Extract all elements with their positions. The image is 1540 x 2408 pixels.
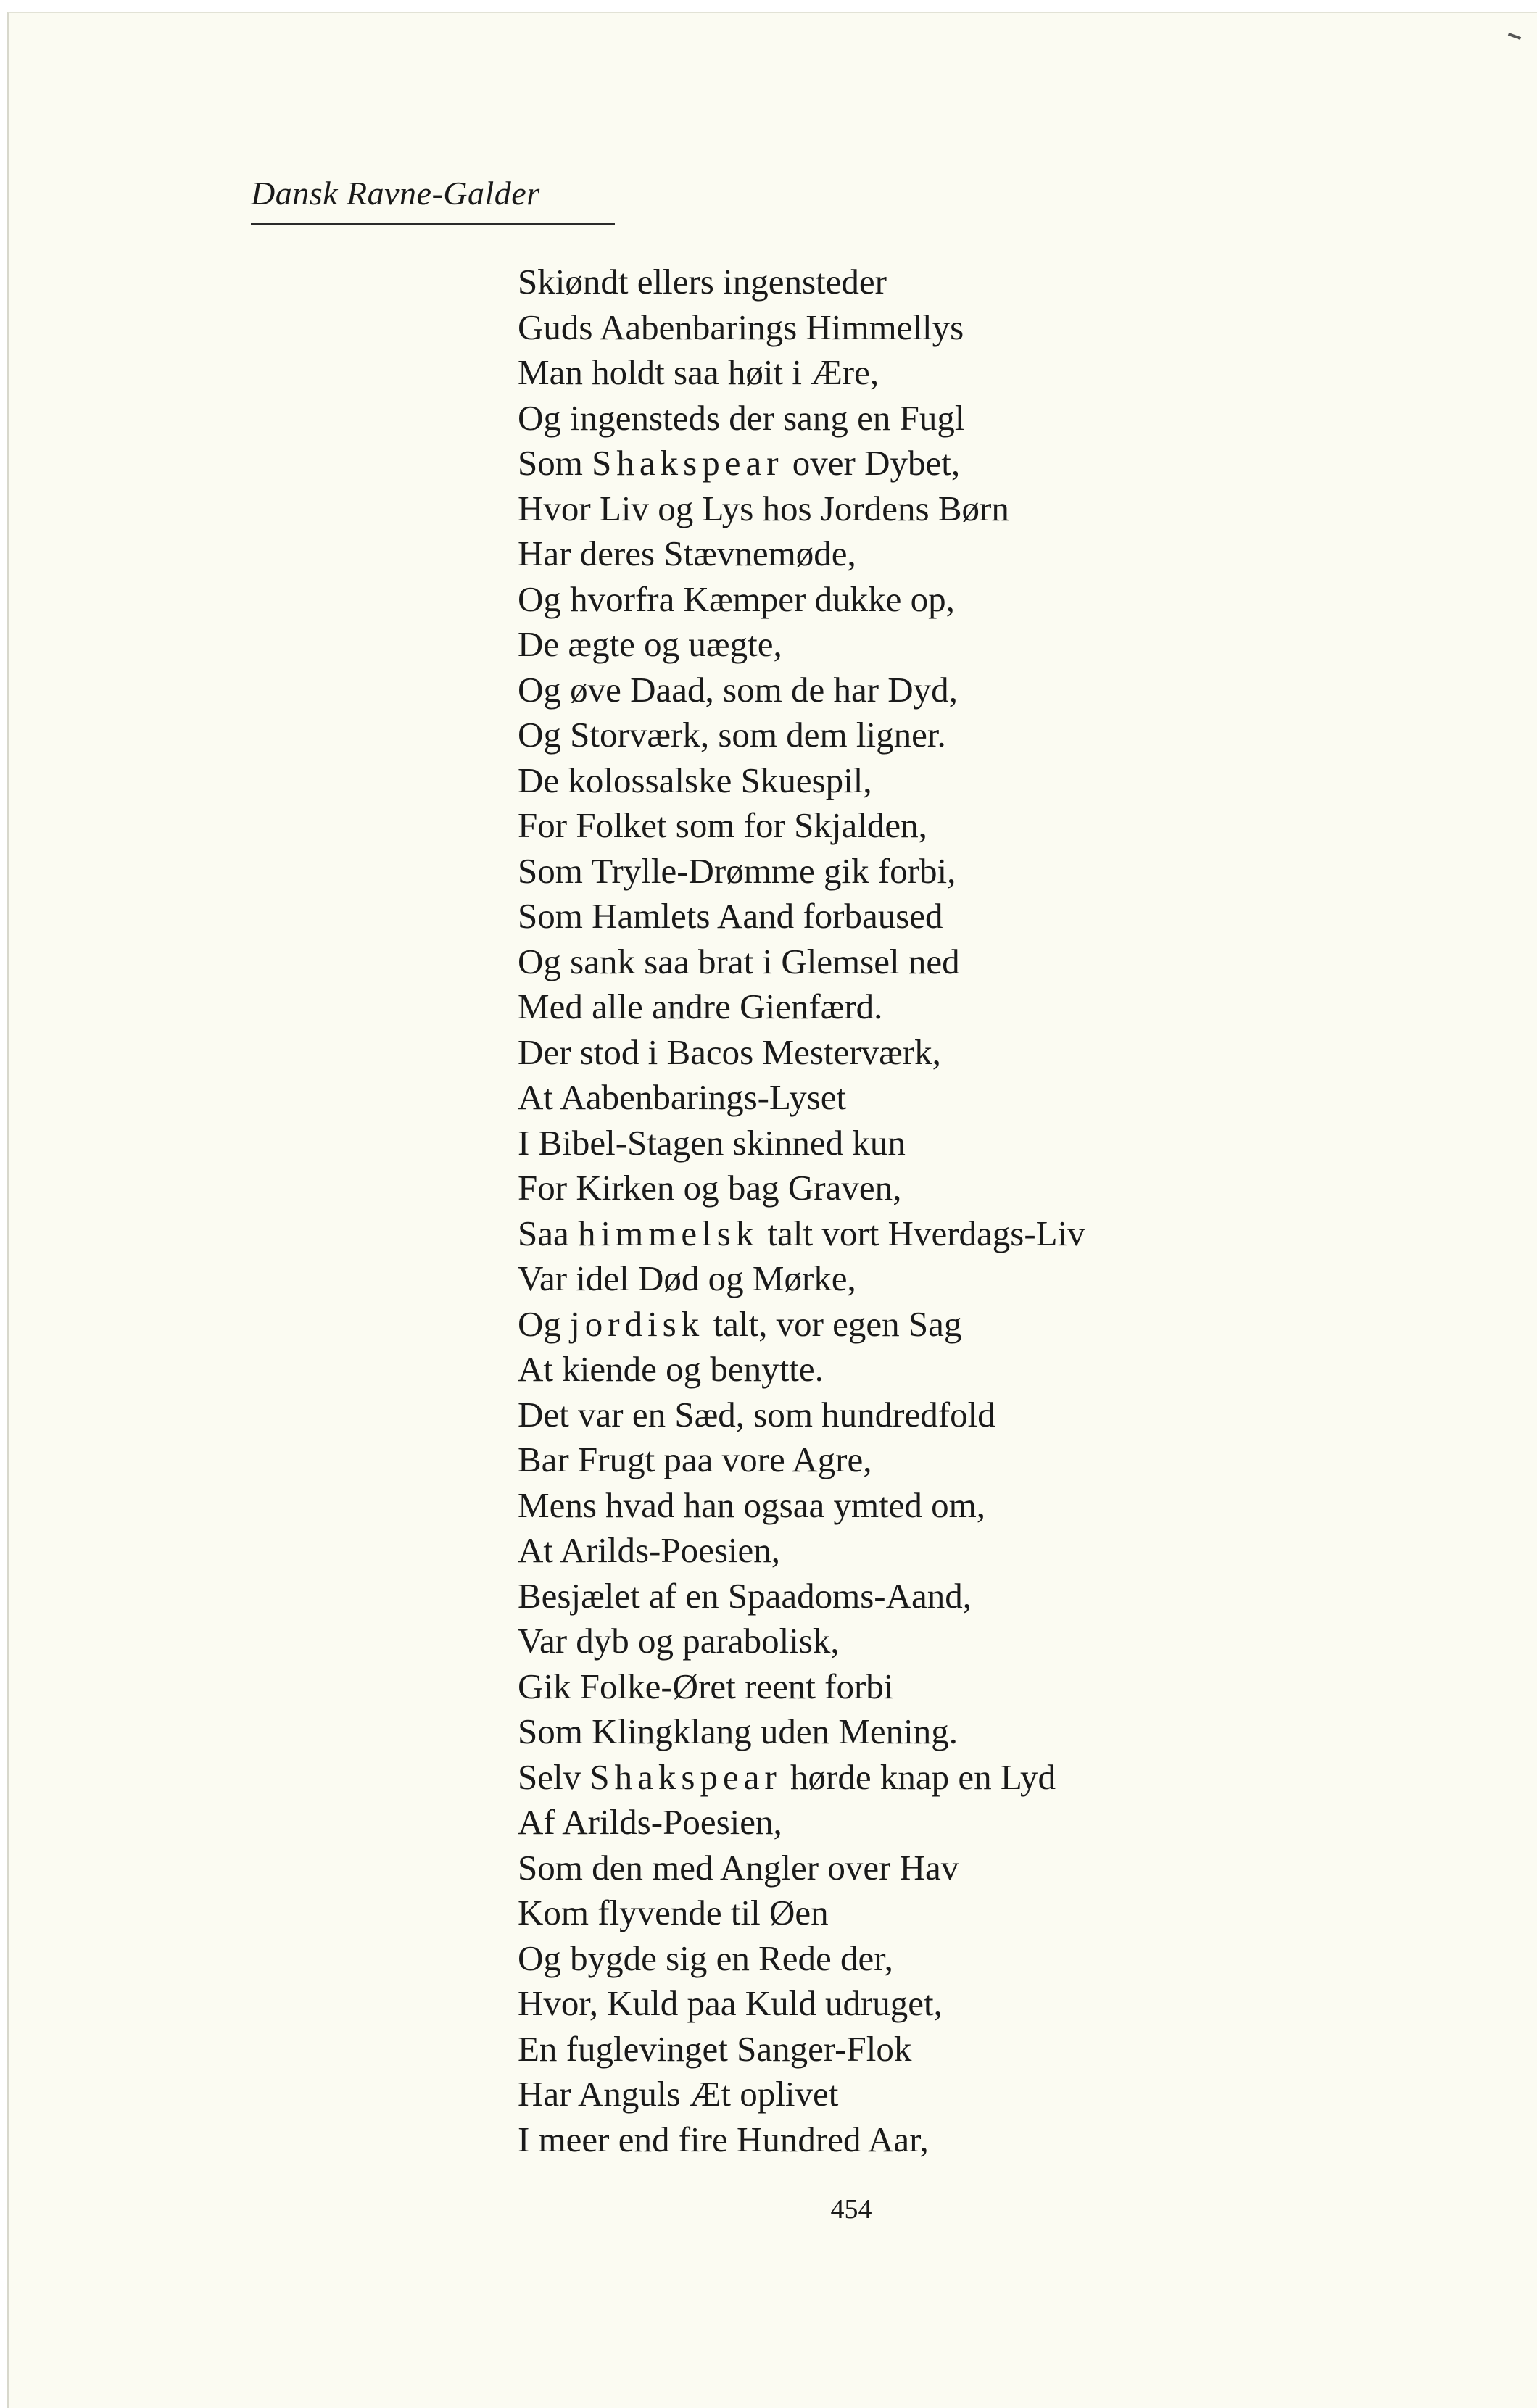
poem-line: Gik Folke-Øret reent forbi xyxy=(518,1666,894,1706)
poem-line: At Arilds-Poesien, xyxy=(518,1530,781,1570)
poem-line: Og hvorfra Kæmper dukke op, xyxy=(518,578,955,619)
poem-line: Og ingensteds der sang en Fugl xyxy=(518,397,965,438)
poem-line: Og jordisk talt, vor egen Sag xyxy=(518,1303,962,1344)
poem-line: Bar Frugt paa vore Agre, xyxy=(518,1440,872,1479)
poem-line: For Kirken og bag Graven, xyxy=(518,1168,902,1208)
poem-line: Har deres Stævnemøde, xyxy=(518,534,856,573)
spaced-emphasis: himmelsk xyxy=(578,1213,759,1253)
poem-line: Var idel Død og Mørke, xyxy=(518,1258,856,1298)
poem-line: Og sank saa brat i Glemsel ned xyxy=(518,941,960,981)
corner-mark xyxy=(1508,33,1521,40)
header-rule xyxy=(251,223,615,225)
poem-line: Og Storværk, som dem ligner. xyxy=(518,715,946,755)
poem-line: At Aabenbarings-Lyset xyxy=(518,1077,847,1117)
poem-line: Man holdt saa høit i Ære, xyxy=(518,352,879,392)
poem-line: Selv Shakspear hørde knap en Lyd xyxy=(518,1756,1056,1797)
poem-line: Og bygde sig en Rede der, xyxy=(518,1938,893,1978)
poem-line: For Folket som for Skjalden, xyxy=(518,805,927,845)
poem-line: Som Shakspear over Dybet, xyxy=(518,443,961,483)
poem-line: Har Anguls Æt oplivet xyxy=(518,2074,839,2114)
page-number: 454 xyxy=(830,2194,872,2225)
poem-line: Mens hvad han ogsaa ymted om, xyxy=(518,1485,986,1525)
spaced-emphasis: Shakspear xyxy=(592,443,784,483)
poem-line: Kom flyvende til Øen xyxy=(518,1893,829,1932)
poem-line: Og øve Daad, som de har Dyd, xyxy=(518,669,958,710)
book-page xyxy=(7,12,1537,2408)
poem-line: I meer end fire Hundred Aar, xyxy=(518,2119,929,2159)
poem-line: Af Arilds-Poesien, xyxy=(518,1802,782,1842)
poem-line: De kolossalske Skuespil, xyxy=(518,760,872,800)
poem-line: Hvor, Kuld paa Kuld udruget, xyxy=(518,1983,943,2023)
poem-line: Som Trylle-Drømme gik forbi, xyxy=(518,850,956,891)
poem-line: De ægte og uægte, xyxy=(518,624,782,664)
poem-line: Guds Aabenbarings Himmellys xyxy=(518,307,964,347)
running-header: Dansk Ravne-Galder xyxy=(251,175,540,212)
spaced-emphasis: jordisk xyxy=(570,1303,705,1344)
poem-line: Besjælet af en Spaadoms-Aand, xyxy=(518,1575,972,1616)
poem-line: En fuglevinget Sanger-Flok xyxy=(518,2028,912,2069)
poem-line: Det var en Sæd, som hundredfold xyxy=(518,1394,995,1435)
spaced-emphasis: Shakspear xyxy=(589,1756,782,1797)
poem-line: Der stod i Bacos Mesterværk, xyxy=(518,1031,941,1072)
poem-line: Skiøndt ellers ingensteder xyxy=(518,262,887,302)
poem-line: Som Hamlets Aand forbaused xyxy=(518,896,943,936)
poem-line: At kiende og benytte. xyxy=(518,1349,824,1389)
poem-line: Som Klingklang uden Mening. xyxy=(518,1711,959,1751)
poem-line: Som den med Angler over Hav xyxy=(518,1847,959,1888)
poem-line: Var dyb og parabolisk, xyxy=(518,1621,840,1661)
poem-text xyxy=(518,260,1085,2162)
poem-line: Hvor Liv og Lys hos Jordens Børn xyxy=(518,488,1009,528)
poem-line: I Bibel-Stagen skinned kun xyxy=(518,1122,906,1163)
poem-line: Med alle andre Gienfærd. xyxy=(518,987,883,1026)
poem-line: Saa himmelsk talt vort Hverdags-Liv xyxy=(518,1213,1085,1253)
